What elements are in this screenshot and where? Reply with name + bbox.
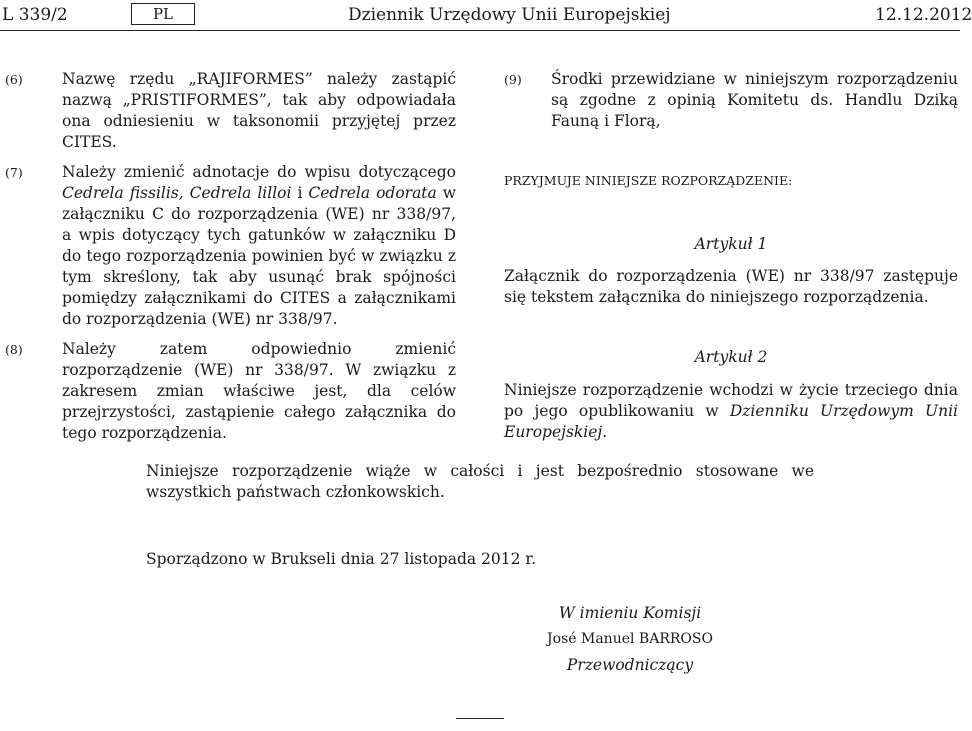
signature-role: Przewodniczący — [566, 656, 694, 674]
recital-8-number: (8) — [5, 342, 23, 357]
recital-7-species-1: Cedrela fissilis, Cedrela lilloi — [62, 184, 292, 202]
language-code-box: PL — [131, 3, 195, 25]
recital-7-text — [62, 162, 456, 330]
journal-title: Dziennik Urzędowy Unii Europejskiej — [348, 5, 671, 25]
signature-name: José Manuel BARROSO — [547, 631, 713, 647]
article-2-text-pre: Niniejsze rozporządzenie wchodzi w życie trzeciego dnia po jego opublikowaniu w — [504, 381, 958, 420]
recital-9-text: Środki przewidziane w niniejszym rozporządzeniu są zgodne z opinią Komitetu ds. Handlu Dziką Fauną i Florą, — [551, 70, 958, 130]
article-2-journal-name: Dzienniku Urzędowym Unii Europejskiej — [504, 402, 958, 441]
recital-7-number: (7) — [5, 165, 23, 180]
article-1-title: Artykuł 1 — [694, 235, 768, 253]
recital-6-number: (6) — [5, 72, 23, 87]
adopts-statement: PRZYJMUJE NINIEJSZE ROZPORZĄDZENIE: — [504, 173, 793, 188]
recital-9-number: (9) — [504, 72, 522, 87]
article-2-text-post: . — [602, 423, 608, 441]
header-rule — [0, 30, 960, 31]
signature-on-behalf: W imieniu Komisji — [558, 604, 702, 622]
page-reference: L 339/2 — [2, 5, 68, 25]
page-header — [0, 3, 972, 29]
article-2-title: Artykuł 2 — [694, 348, 768, 366]
recital-7-species-2: Cedrela odorata — [308, 184, 437, 202]
publication-date: 12.12.2012 — [875, 5, 972, 25]
binding-clause: Niniejsze rozporządzenie wiąże w całości i jest bezpośrednio stosowane we wszystkich państwach członkowskich. — [146, 462, 814, 501]
recital-7-part-1: Należy zmienić adnotacje do wpisu dotyczącego — [62, 163, 456, 181]
article-1-text: Załącznik do rozporządzenia (WE) nr 338/97 zastępuje się tekstem załącznika do niniejszego rozporządzenia. — [504, 267, 958, 306]
recital-8-text: Należy zatem odpowiednio zmienić rozporządzenie (WE) nr 338/97. W związku z zakresem zmian właściwe jest, dla celów przejrzystości, zastąpienie całego załącznika do tego rozporządzenia. — [62, 340, 456, 442]
done-at-statement: Sporządzono w Brukseli dnia 27 listopada 2012 r. — [146, 550, 537, 568]
footer-rule — [456, 718, 504, 719]
article-2-text — [504, 380, 958, 443]
recital-7-part-2: i — [291, 184, 309, 202]
recital-6-text: Nazwę rzędu „RAJIFORMES” należy zastąpić nazwą „PRISTIFORMES”, tak aby odpowiadała ona odniesieniu w taksonomii przyjętej przez CITES. — [62, 70, 456, 151]
recital-7-part-3: w załączniku C do rozporządzenia (WE) nr 338/97, a wpis dotyczący tych gatunków w załączniku D do tego rozporządzenia powinien być w związku z tym skreślony, tak aby usunąć brak spójności pomiędzy załącznikami do CITES a załącznikami do rozporządzenia (WE) nr 338/97. — [62, 184, 457, 328]
